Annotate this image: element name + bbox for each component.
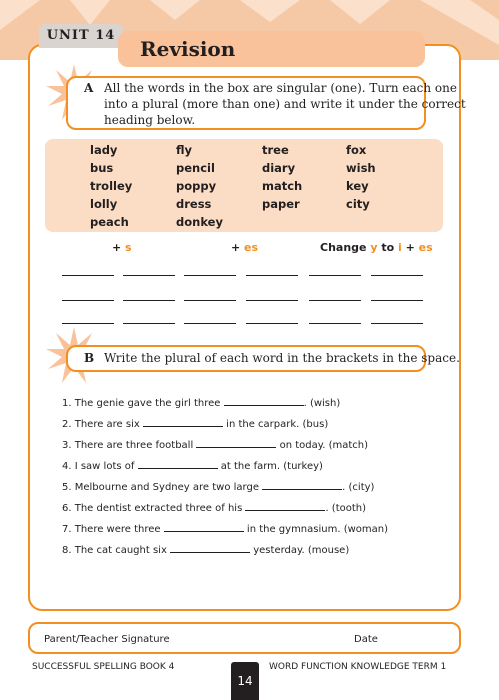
section-a-line-2: into a plural (more than one) and write it under the correct — [104, 97, 466, 111]
sentence — [62, 522, 388, 535]
sentence — [62, 438, 368, 451]
heading-plus-es — [231, 241, 258, 254]
answer-line[interactable] — [309, 275, 361, 276]
answer-line[interactable] — [184, 323, 236, 324]
heading-prefix: + — [231, 241, 245, 254]
sentence-after: yesterday. (mouse) — [250, 545, 350, 556]
sentence-before: 7. There were three — [62, 524, 164, 535]
word: pencil — [176, 161, 215, 175]
answer-line[interactable] — [246, 323, 298, 324]
answer-blank[interactable] — [262, 480, 342, 490]
heading-part: es — [418, 241, 433, 254]
signature-label: Parent/Teacher Signature — [44, 634, 170, 645]
answer-line[interactable] — [123, 323, 175, 324]
heading-suffix: s — [125, 241, 132, 254]
answer-line[interactable] — [371, 323, 423, 324]
answer-line[interactable] — [246, 275, 298, 276]
answer-blank[interactable] — [143, 417, 223, 427]
word: lady — [90, 143, 118, 157]
section-a-line-1: All the words in the box are singular (one). Turn each one — [104, 81, 457, 95]
heading-part: to — [377, 241, 398, 254]
answer-line[interactable] — [123, 300, 175, 301]
section-a-line-3: heading below. — [104, 113, 196, 127]
word: trolley — [90, 179, 133, 193]
sentence — [62, 417, 328, 430]
word: peach — [90, 215, 129, 229]
answer-blank[interactable] — [164, 522, 244, 532]
word: city — [346, 197, 370, 211]
sentence-after: in the gymnasium. (woman) — [243, 524, 389, 535]
answer-blank[interactable] — [245, 501, 325, 511]
sentence-after: in the carpark. (bus) — [222, 419, 329, 430]
answer-line[interactable] — [246, 300, 298, 301]
sentence — [62, 501, 366, 514]
word: wish — [346, 161, 376, 175]
word: paper — [262, 197, 300, 211]
sentence-after: . (tooth) — [325, 503, 367, 514]
answer-line[interactable] — [62, 300, 114, 301]
answer-line[interactable] — [123, 275, 175, 276]
sentence-before: 4. I saw lots of — [62, 461, 138, 472]
sentence-before: 3. There are three football — [62, 440, 197, 451]
word: fox — [346, 143, 367, 157]
answer-line[interactable] — [371, 275, 423, 276]
word: diary — [262, 161, 296, 175]
word: match — [262, 179, 303, 193]
sentence — [62, 543, 349, 556]
sentence — [62, 459, 323, 472]
answer-blank[interactable] — [170, 543, 250, 553]
word: fly — [176, 143, 193, 157]
heading-part: + — [401, 241, 419, 254]
word: donkey — [176, 215, 223, 229]
answer-line[interactable] — [309, 323, 361, 324]
answer-line[interactable] — [62, 275, 114, 276]
footer-term: WORD FUNCTION KNOWLEDGE TERM 1 — [269, 662, 447, 672]
answer-line[interactable] — [184, 275, 236, 276]
unit-tab: UNIT 14 — [39, 24, 123, 48]
sentence-before: 2. There are six — [62, 419, 143, 430]
word: lolly — [90, 197, 118, 211]
section-b-instruction: Write the plural of each word in the brackets in the space. — [104, 351, 460, 365]
section-b-letter: B — [84, 351, 95, 365]
sentence-before: 1. The genie gave the girl three — [62, 398, 224, 409]
sentence — [62, 396, 340, 409]
sentence-before: 6. The dentist extracted three of his — [62, 503, 246, 514]
sentence-before: 5. Melbourne and Sydney are two large — [62, 482, 263, 493]
footer-book-title: SUCCESSFUL SPELLING BOOK 4 — [32, 662, 175, 672]
answer-blank[interactable] — [138, 459, 218, 469]
heading-part: Change — [320, 241, 371, 254]
page-number: 14 — [231, 662, 259, 700]
date-label: Date — [354, 634, 378, 645]
word: key — [346, 179, 369, 193]
word: bus — [90, 161, 114, 175]
section-a-letter: A — [84, 81, 94, 95]
heading-change-y-to-i — [320, 241, 433, 254]
word: tree — [262, 143, 289, 157]
heading-suffix: es — [244, 241, 259, 254]
answer-line[interactable] — [184, 300, 236, 301]
sentence-after: . (wish) — [303, 398, 341, 409]
page-title: Revision — [140, 37, 236, 61]
heading-part: i — [397, 241, 402, 254]
sentence-after: on today. (match) — [276, 440, 369, 451]
answer-line[interactable] — [309, 300, 361, 301]
answer-blank[interactable] — [196, 438, 276, 448]
word: dress — [176, 197, 212, 211]
heading-prefix: + — [112, 241, 126, 254]
sentence-after: at the farm. (turkey) — [217, 461, 323, 472]
heading-part: y — [370, 241, 378, 254]
word: poppy — [176, 179, 217, 193]
answer-blank[interactable] — [224, 396, 304, 406]
answer-line[interactable] — [371, 300, 423, 301]
sentence — [62, 480, 374, 493]
sentence-before: 8. The cat caught six — [62, 545, 171, 556]
heading-plus-s — [112, 241, 132, 254]
answer-line[interactable] — [62, 323, 114, 324]
sentence-after: . (city) — [342, 482, 375, 493]
